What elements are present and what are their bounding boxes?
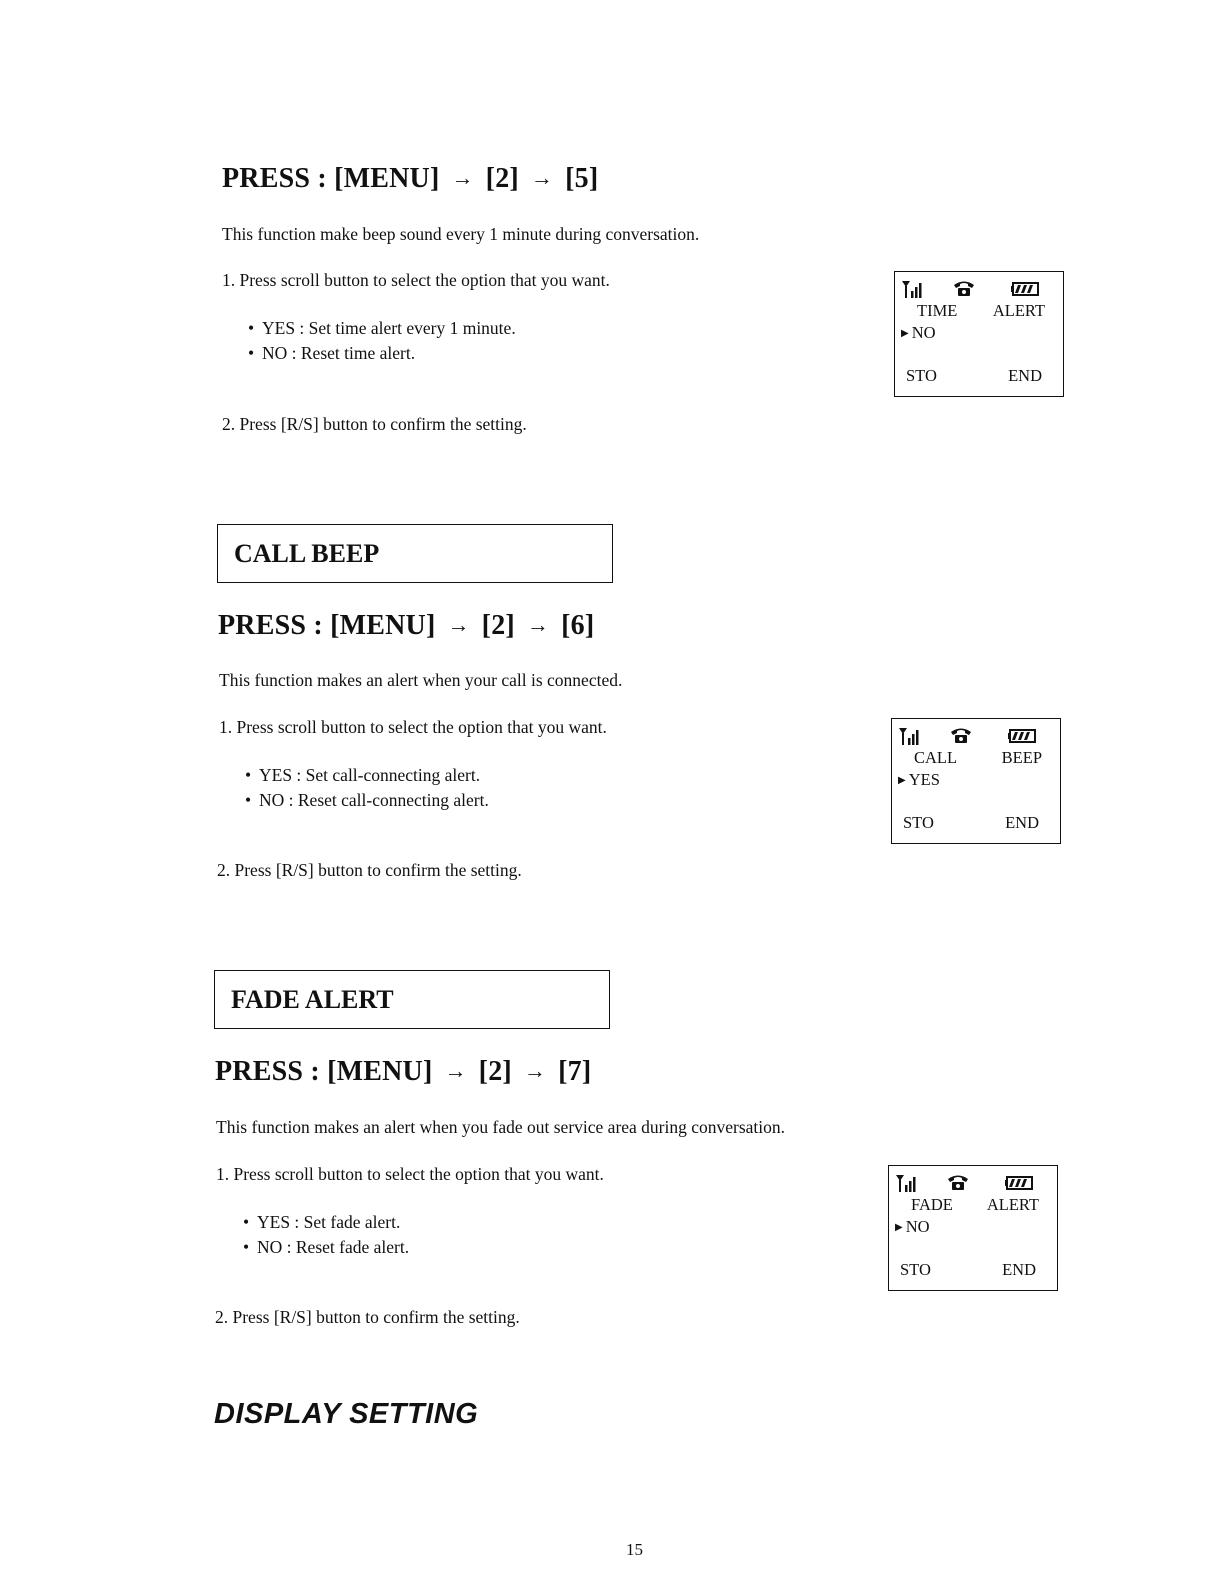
function-description: This function make beep sound every 1 minute during conversation. xyxy=(222,224,700,244)
bullet-yes: • YES : Set fade alert. xyxy=(243,1212,401,1232)
step-1: 1. Press scroll button to select the option that you want. xyxy=(216,1164,604,1184)
press-key-2: [7] xyxy=(558,1056,592,1087)
pointer-triangle-icon: ▶ xyxy=(898,775,906,786)
signal-strength-icon xyxy=(895,1174,919,1192)
lcd-soft-right: END xyxy=(1008,366,1042,385)
bullet-no: • NO : Reset time alert. xyxy=(248,343,416,363)
bullet-yes: • YES : Set time alert every 1 minute. xyxy=(248,318,516,338)
section-title-box xyxy=(217,524,613,583)
step-1: 1. Press scroll button to select the option that you want. xyxy=(222,270,610,290)
press-sequence xyxy=(215,1056,591,1088)
section-title: FADE ALERT xyxy=(231,985,394,1014)
phone-icon xyxy=(953,280,975,297)
lcd-soft-right: END xyxy=(1005,813,1039,832)
lcd-line1-right: ALERT xyxy=(992,301,1045,320)
press-label: PRESS : [MENU] xyxy=(218,610,436,641)
lcd-line1-right: ALERT xyxy=(986,1195,1039,1214)
battery-icon xyxy=(1005,1175,1035,1191)
press-key-2: [6] xyxy=(561,610,595,641)
signal-strength-icon xyxy=(898,727,922,745)
press-label: PRESS : [MENU] xyxy=(222,163,440,194)
lcd-line1-right: BEEP xyxy=(1001,748,1042,767)
signal-strength-icon xyxy=(901,280,925,298)
arrow-right-icon: → xyxy=(530,165,554,190)
lcd-option: YES xyxy=(908,770,940,789)
step-1: 1. Press scroll button to select the option that you want. xyxy=(219,717,607,737)
section-title: CALL BEEP xyxy=(234,539,380,568)
step-2: 2. Press [R/S] button to confirm the setting. xyxy=(215,1307,520,1327)
arrow-right-icon: → xyxy=(447,612,470,637)
lcd-status-bar xyxy=(895,1174,1049,1192)
next-section-heading: DISPLAY SETTING xyxy=(214,1398,479,1430)
bullet-no: • NO : Reset fade alert. xyxy=(243,1237,410,1257)
lcd-line1-left: FADE xyxy=(911,1195,953,1214)
lcd-status-bar xyxy=(901,280,1055,298)
step-2: 2. Press [R/S] button to confirm the setting. xyxy=(217,860,522,880)
battery-icon xyxy=(1011,281,1041,297)
battery-icon xyxy=(1008,728,1038,744)
phone-icon xyxy=(947,1174,969,1191)
lcd-line1-left: TIME xyxy=(917,301,958,320)
phone-icon xyxy=(950,727,972,744)
press-key-1: [2] xyxy=(485,163,519,194)
bullet-no: • NO : Reset call-connecting alert. xyxy=(245,790,489,810)
function-description: This function makes an alert when you fade out service area during conversation. xyxy=(216,1117,786,1137)
pointer-triangle-icon: ▶ xyxy=(901,328,909,339)
lcd-display xyxy=(888,1165,1058,1291)
arrow-right-icon: → xyxy=(523,1058,547,1083)
page-number: 15 xyxy=(626,1540,643,1559)
arrow-right-icon: → xyxy=(526,612,550,637)
press-key-1: [2] xyxy=(478,1056,512,1087)
press-key-1: [2] xyxy=(481,610,515,641)
bullet-yes: • YES : Set call-connecting alert. xyxy=(245,765,481,785)
press-sequence xyxy=(218,610,594,642)
pointer-triangle-icon: ▶ xyxy=(895,1222,903,1233)
lcd-line1-left: CALL xyxy=(914,748,958,767)
lcd-soft-right: END xyxy=(1002,1260,1036,1279)
lcd-soft-left: STO xyxy=(900,1260,931,1279)
lcd-display xyxy=(891,718,1061,844)
lcd-option: NO xyxy=(911,323,936,342)
lcd-soft-left: STO xyxy=(906,366,937,385)
lcd-status-bar xyxy=(898,727,1052,745)
arrow-right-icon: → xyxy=(451,165,474,190)
lcd-display xyxy=(894,271,1064,397)
function-description: This function makes an alert when your call is connected. xyxy=(219,670,623,690)
arrow-right-icon: → xyxy=(444,1058,467,1083)
lcd-option: NO xyxy=(905,1217,930,1236)
step-2: 2. Press [R/S] button to confirm the setting. xyxy=(222,414,527,434)
section-title-box xyxy=(214,970,610,1029)
lcd-soft-left: STO xyxy=(903,813,934,832)
press-label: PRESS : [MENU] xyxy=(215,1056,433,1087)
press-sequence xyxy=(222,163,598,195)
press-key-2: [5] xyxy=(565,163,599,194)
